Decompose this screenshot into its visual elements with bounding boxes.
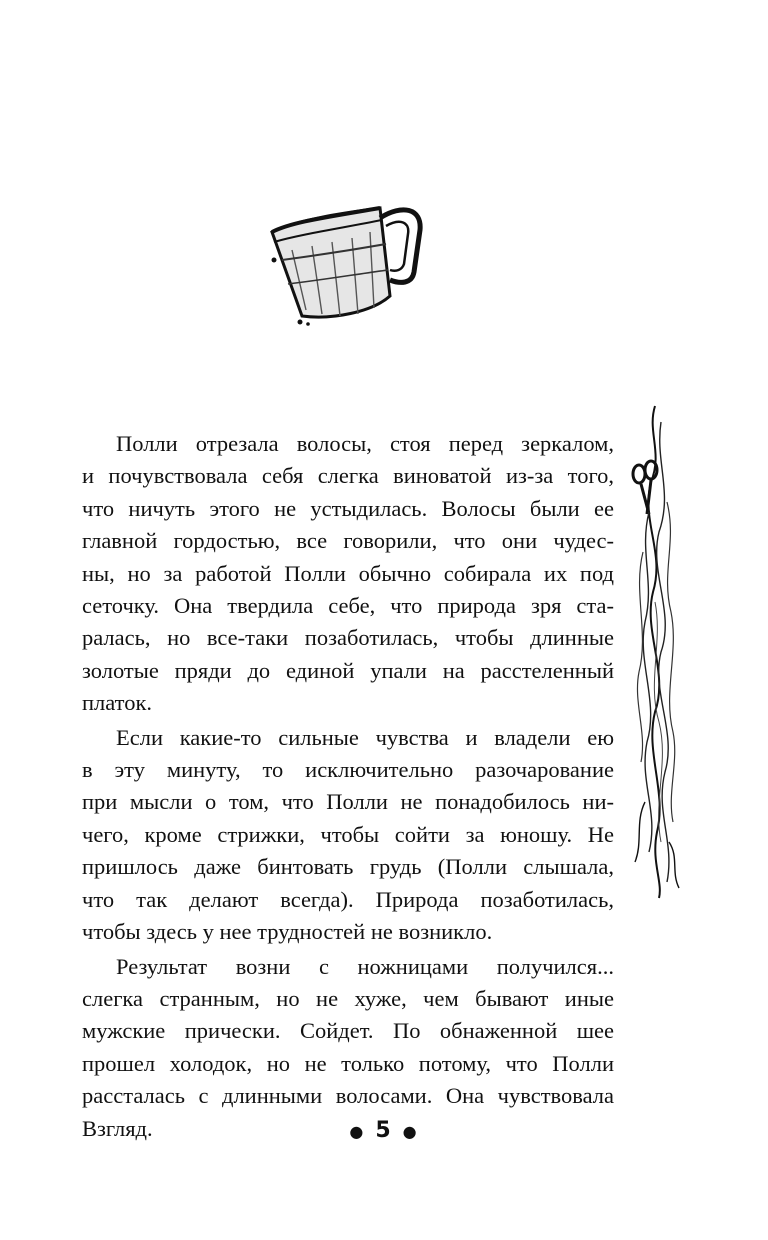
text-line: Если какие-то сильные чувства и владели ею xyxy=(116,724,614,750)
text-line: рассталась с длинными волосами. Она чувствовала xyxy=(82,1083,614,1109)
text-line: и почувствовала себя слегка виноватой из-за того, xyxy=(82,463,614,489)
text-line: главной гордостью, все говорили, что они чудес- xyxy=(82,528,614,554)
text-line: Полли отрезала волосы, стоя перед зеркалом, xyxy=(116,431,614,456)
paragraph-1 xyxy=(82,428,614,720)
page-number xyxy=(0,1118,768,1143)
text-line: Результат возни с ножницами получился... xyxy=(116,953,614,979)
bullet-icon: ● xyxy=(402,1121,419,1141)
text-line: чтобы здесь у нее трудностей не возникло. xyxy=(82,919,493,945)
text-line: ралась, но все-таки позаботилась, чтобы длинные xyxy=(82,625,614,651)
text-line: что так делают всегда). Природа позаботилась, xyxy=(82,886,614,912)
text-line: сеточку. Она твердила себе, что природа зря ста- xyxy=(82,593,614,619)
mug-illustration xyxy=(262,200,432,330)
text-line: платок. xyxy=(82,690,153,716)
text-line: чего, кроме стрижки, чтобы сойти за юношу. Не xyxy=(82,821,614,847)
paragraph-3 xyxy=(82,951,614,1145)
page-number-value: 5 xyxy=(375,1118,393,1143)
body-text xyxy=(82,428,614,1147)
bullet-icon: ● xyxy=(349,1121,366,1141)
text-line: прошел холодок, но не только потому, что Полли xyxy=(82,1050,614,1076)
text-line: слегка странным, но не хуже, чем бывают иные xyxy=(82,985,614,1011)
text-line: при мысли о том, что Полли не понадобилось ни- xyxy=(82,789,614,815)
text-line: в эту минуту, то исключительно разочарование xyxy=(82,757,614,783)
text-line: Взгляд. xyxy=(82,1115,153,1141)
text-line: мужские прически. Сойдет. По обнаженной шее xyxy=(82,1018,614,1044)
text-line: пришлось даже бинтовать грудь (Полли слышала, xyxy=(82,854,614,880)
text-line: что ничуть этого не устыдилась. Волосы были ее xyxy=(82,495,614,521)
text-line: золотые пряди до единой упали на расстеленный xyxy=(82,657,614,683)
paragraph-2 xyxy=(82,722,614,949)
text-line: ны, но за работой Полли обычно собирала их под xyxy=(82,560,614,586)
hair-scissors-illustration xyxy=(625,402,685,902)
